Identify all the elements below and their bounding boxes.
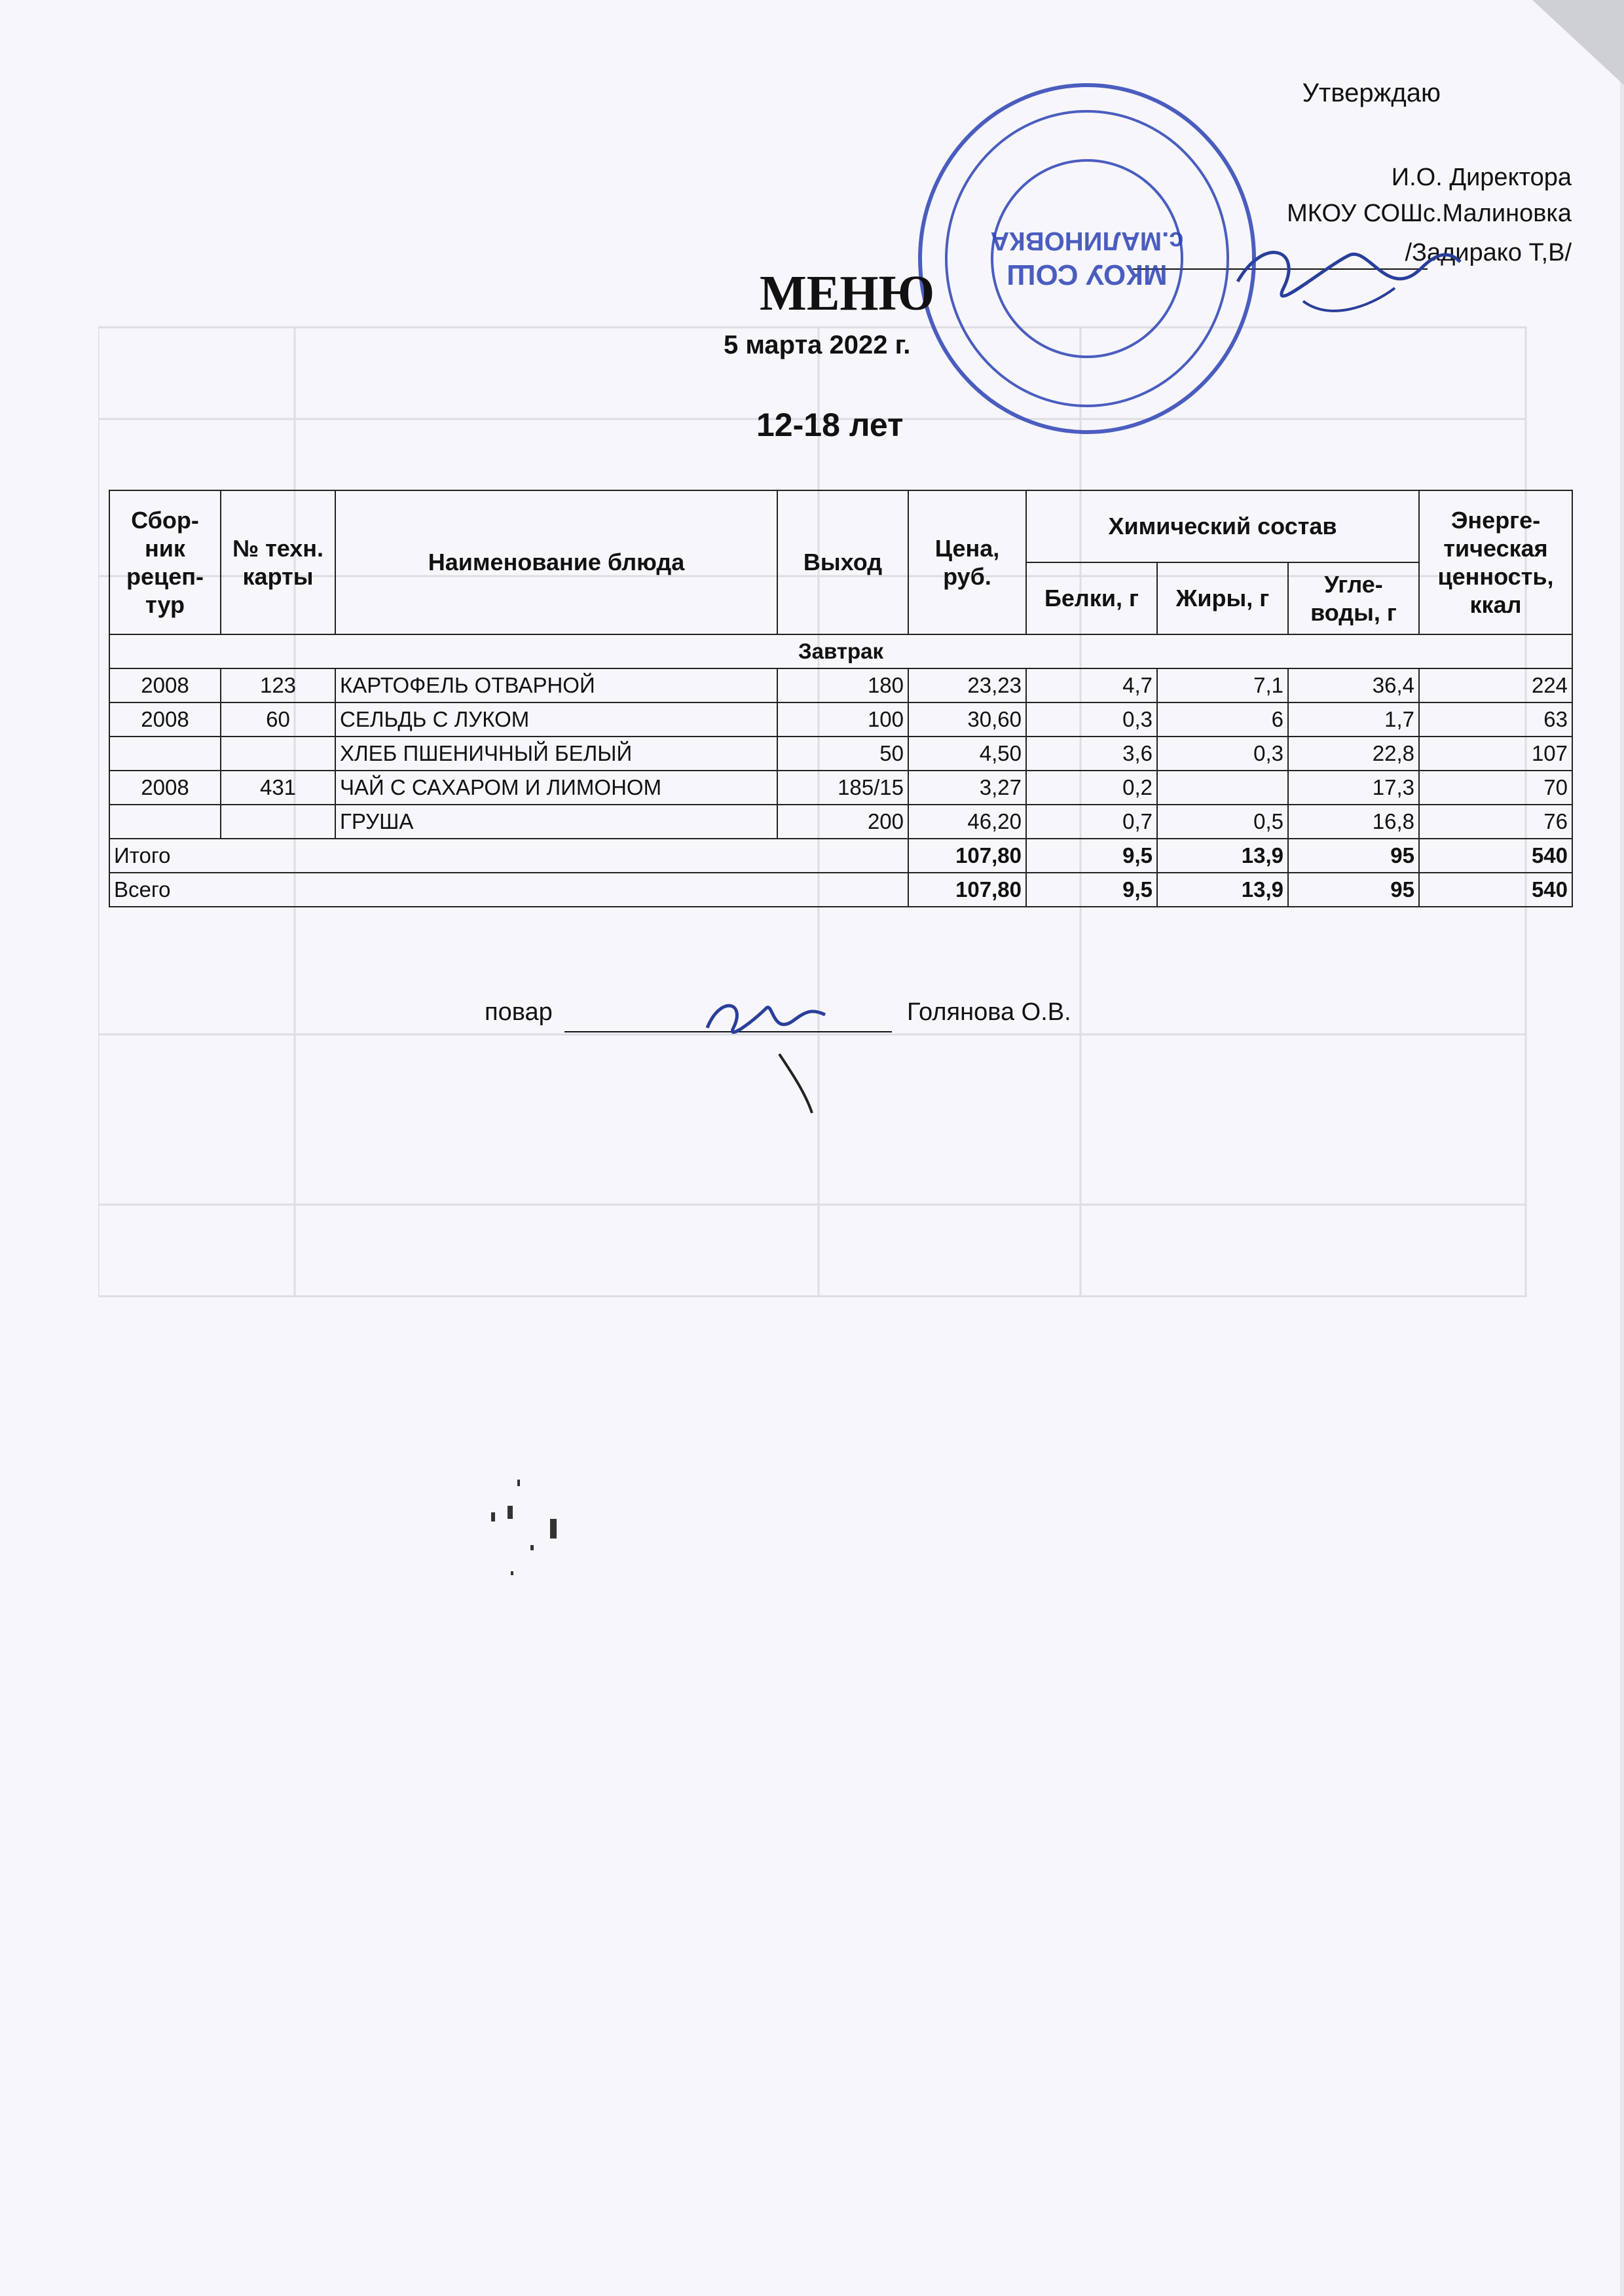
section-breakfast: Завтрак (109, 634, 1572, 668)
grand-total-protein: 9,5 (1026, 873, 1157, 907)
totals-price: 107,80 (908, 839, 1026, 873)
cell-protein: 0,3 (1026, 702, 1157, 737)
cell-yield: 200 (777, 805, 908, 839)
cell-collection: 2008 (109, 771, 221, 805)
cell-carbs: 16,8 (1288, 805, 1419, 839)
cell-fat: 7,1 (1157, 668, 1288, 702)
approver-name: /Задирако Т,В/ (1405, 239, 1572, 266)
cook-label: повар (485, 998, 553, 1026)
header-price: Цена, руб. (908, 490, 1026, 634)
cell-dish: КАРТОФЕЛЬ ОТВАРНОЙ (335, 668, 777, 702)
stamp-center-line-2: с.МАЛИНОВКА (990, 227, 1184, 255)
cell-price: 3,27 (908, 771, 1026, 805)
cell-dish: СЕЛЬДЬ С ЛУКОМ (335, 702, 777, 737)
header-collection: Сбор-ник рецеп-тур (109, 490, 221, 634)
cell-energy: 224 (1419, 668, 1572, 702)
header-yield: Выход (777, 490, 908, 634)
header-dish: Наименование блюда (335, 490, 777, 634)
totals-protein: 9,5 (1026, 839, 1157, 873)
cell-card (221, 805, 335, 839)
cell-yield: 100 (777, 702, 908, 737)
cell-dish: ГРУША (335, 805, 777, 839)
age-group: 12-18 лет (756, 407, 904, 443)
menu-date: 5 марта 2022 г. (724, 331, 911, 359)
cell-collection: 2008 (109, 668, 221, 702)
cell-price: 4,50 (908, 737, 1026, 771)
table-row (109, 668, 1572, 702)
cell-carbs: 22,8 (1288, 737, 1419, 771)
approver-position: И.О. Директора (1391, 164, 1572, 191)
cell-energy: 107 (1419, 737, 1572, 771)
header-protein: Белки, г (1026, 562, 1157, 634)
totals-label: Итого (109, 839, 908, 873)
approval-heading: Утверждаю (1302, 79, 1441, 107)
grand-total-fat: 13,9 (1157, 873, 1288, 907)
cell-collection: 2008 (109, 702, 221, 737)
stamp-center-line-1: МКОУ СОШ (1006, 259, 1168, 291)
cook-name: Голянова О.В. (907, 998, 1071, 1026)
cell-yield: 180 (777, 668, 908, 702)
cell-fat: 0,5 (1157, 805, 1288, 839)
school-stamp (910, 75, 1264, 442)
totals-energy: 540 (1419, 839, 1572, 873)
grand-total-carbs: 95 (1288, 873, 1419, 907)
cell-carbs: 17,3 (1288, 771, 1419, 805)
folded-corner (1532, 0, 1624, 85)
cell-energy: 70 (1419, 771, 1572, 805)
cell-yield: 50 (777, 737, 908, 771)
scan-specks (478, 1440, 609, 1637)
table-row (109, 737, 1572, 771)
cell-card: 431 (221, 771, 335, 805)
cell-price: 46,20 (908, 805, 1026, 839)
cell-protein: 0,2 (1026, 771, 1157, 805)
cell-card: 60 (221, 702, 335, 737)
header-card: № техн. карты (221, 490, 335, 634)
cell-fat: 6 (1157, 702, 1288, 737)
cell-price: 30,60 (908, 702, 1026, 737)
cook-signature (694, 982, 891, 1126)
cell-collection (109, 805, 221, 839)
cell-card (221, 737, 335, 771)
totals-fat: 13,9 (1157, 839, 1288, 873)
cell-dish: ХЛЕБ ПШЕНИЧНЫЙ БЕЛЫЙ (335, 737, 777, 771)
table-row (109, 805, 1572, 839)
header-chemical-composition: Химический состав (1026, 490, 1419, 562)
table-row (109, 702, 1572, 737)
table-row (109, 771, 1572, 805)
header-carbs: Угле-воды, г (1288, 562, 1419, 634)
cell-protein: 4,7 (1026, 668, 1157, 702)
grand-total-label: Всего (109, 873, 908, 907)
school-name: МКОУ СОШс.Малиновка (1287, 200, 1572, 227)
cell-protein: 0,7 (1026, 805, 1157, 839)
cell-dish: ЧАЙ С САХАРОМ И ЛИМОНОМ (335, 771, 777, 805)
cell-fat (1157, 771, 1288, 805)
header-fat: Жиры, г (1157, 562, 1288, 634)
grand-total-price: 107,80 (908, 873, 1026, 907)
totals-row (109, 839, 1572, 873)
cell-carbs: 1,7 (1288, 702, 1419, 737)
cell-yield: 185/15 (777, 771, 908, 805)
cell-protein: 3,6 (1026, 737, 1157, 771)
cell-energy: 63 (1419, 702, 1572, 737)
cell-price: 23,23 (908, 668, 1026, 702)
cell-fat: 0,3 (1157, 737, 1288, 771)
cell-energy: 76 (1419, 805, 1572, 839)
page-title: МЕНЮ (760, 266, 935, 321)
grand-total-row (109, 873, 1572, 907)
header-energy: Энерге-тическая ценность, ккал (1419, 490, 1572, 634)
grand-total-energy: 540 (1419, 873, 1572, 907)
menu-table (109, 490, 1573, 907)
cell-card: 123 (221, 668, 335, 702)
cell-collection (109, 737, 221, 771)
cell-carbs: 36,4 (1288, 668, 1419, 702)
totals-carbs: 95 (1288, 839, 1419, 873)
